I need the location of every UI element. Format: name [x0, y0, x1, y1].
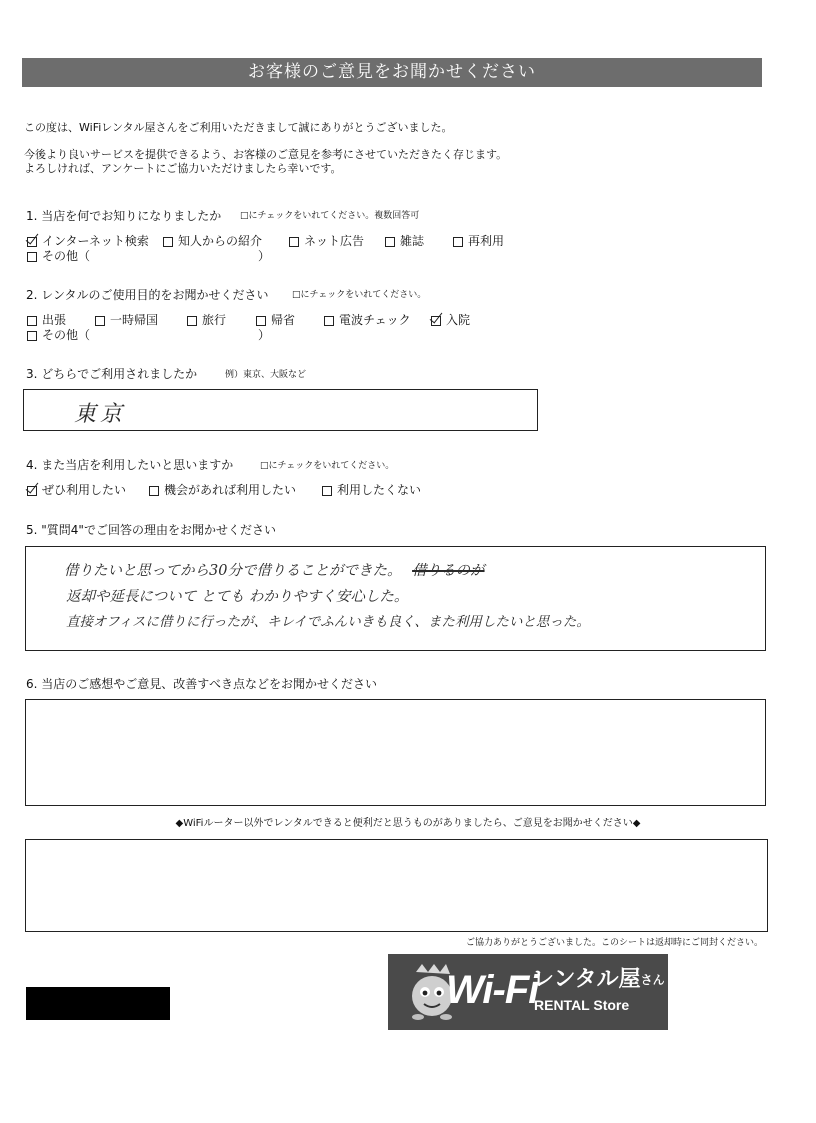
checkbox-icon[interactable]	[27, 331, 37, 341]
q2-option-signal-check[interactable]: 電波チェック	[324, 313, 411, 328]
q1-other-close: ）	[258, 249, 271, 263]
checkbox-icon[interactable]	[163, 237, 173, 247]
q2-option-temp-return[interactable]: 一時帰国	[95, 313, 158, 328]
q1-note: □にチェックをいれてください。複数回答可	[240, 211, 420, 221]
q4-title: 4. また当店を利用したいと思いますか	[26, 458, 234, 472]
q1-option-magazine[interactable]: 雑誌	[385, 234, 424, 249]
q4-option-definitely[interactable]: ぜひ利用したい	[27, 483, 126, 498]
logo-en: RENTAL Store	[534, 997, 630, 1013]
q5-answer-box[interactable]	[25, 546, 766, 651]
extra-title: ◆WiFiルーター以外でレンタルできると便利だと思うものがありましたら、ご意見をお聞かせください◆	[175, 818, 641, 829]
q3-answer: 東京	[74, 402, 127, 427]
checkbox-icon[interactable]	[187, 316, 197, 326]
q3-title: 3. どちらでご利用されましたか	[26, 367, 198, 381]
q5-answer-line-3: 直接オフィスに借りに行ったが、キレイでふんいきも良く、また利用したいと思った。	[66, 614, 590, 630]
q5-title: 5. "質問4"でご回答の理由をお聞かせください	[26, 523, 276, 537]
checkbox-icon[interactable]	[256, 316, 266, 326]
checkbox-icon[interactable]	[149, 486, 159, 496]
redaction-block	[26, 987, 170, 1020]
page-title: お客様のご意見をお聞かせください	[22, 58, 762, 87]
checkbox-icon[interactable]	[95, 316, 105, 326]
q4-option-if-chance[interactable]: 機会があれば利用したい	[149, 483, 296, 498]
q1-option-referral[interactable]: 知人からの紹介	[163, 234, 262, 249]
q2-option-other[interactable]: その他（	[27, 328, 90, 343]
q1-option-other[interactable]: その他（	[27, 249, 90, 264]
checkbox-icon[interactable]	[322, 486, 332, 496]
checkbox-icon[interactable]	[431, 316, 441, 326]
q3-note: 例）東京、大阪など	[225, 370, 307, 380]
checkbox-icon[interactable]	[27, 252, 37, 262]
q2-option-travel[interactable]: 旅行	[187, 313, 226, 328]
q1-option-internet-search[interactable]: インターネット検索	[27, 234, 149, 249]
checkbox-icon[interactable]	[27, 486, 37, 496]
logo-jp: レンタル屋$^{さん}$	[532, 967, 665, 992]
q3-answer-box[interactable]	[23, 389, 538, 431]
q6-title: 6. 当店のご感想やご意見、改善すべき点などをお聞かせください	[26, 677, 378, 691]
q1-option-reuse[interactable]: 再利用	[453, 234, 504, 249]
q4-option-no[interactable]: 利用したくない	[322, 483, 421, 498]
q5-answer-line-1: 借りたいと思ってから30分で借りることができた。 借りるのが	[64, 563, 485, 579]
q2-title: 2. レンタルのご使用目的をお聞かせください	[26, 288, 269, 302]
q2-note: □にチェックをいれてください。	[292, 290, 427, 300]
q5-answer-line-2: 返却や延長について とても わかりやすく安心した。	[66, 589, 409, 605]
q2-option-hospital[interactable]: 入院	[431, 313, 470, 328]
q1-title: 1. 当店を何でお知りになりましたか	[26, 209, 222, 223]
q6-answer-box[interactable]	[25, 699, 766, 806]
q4-note: □にチェックをいれてください。	[260, 461, 395, 471]
q2-option-homecoming[interactable]: 帰省	[256, 313, 295, 328]
checkbox-icon[interactable]	[385, 237, 395, 247]
intro-line-1: この度は、WiFiレンタル屋さんをご利用いただきまして誠にありがとうございました。	[24, 121, 453, 134]
q5-answer-strike: 借りるのが	[412, 563, 485, 579]
checkbox-icon[interactable]	[27, 316, 37, 326]
checkbox-icon[interactable]	[324, 316, 334, 326]
intro-line-2: 今後より良いサービスを提供できるよう、お客様のご意見を参考にさせていただきたく存じます。	[24, 148, 508, 161]
extra-answer-box[interactable]	[25, 839, 768, 932]
checkbox-icon[interactable]	[453, 237, 463, 247]
intro-line-3: よろしければ、アンケートにご協力いただけましたら幸いです。	[24, 162, 342, 175]
q2-option-business[interactable]: 出張	[27, 313, 66, 328]
q2-other-close: ）	[258, 328, 271, 342]
checkbox-icon[interactable]	[289, 237, 299, 247]
checkbox-icon[interactable]	[27, 237, 37, 247]
logo-brand: Wi-Fi	[446, 968, 539, 1012]
footer-note: ご協力ありがとうございました。このシートは返却時にご同封ください。	[466, 938, 764, 948]
q1-option-net-ad[interactable]: ネット広告	[289, 234, 364, 249]
brand-logo	[388, 954, 668, 1030]
